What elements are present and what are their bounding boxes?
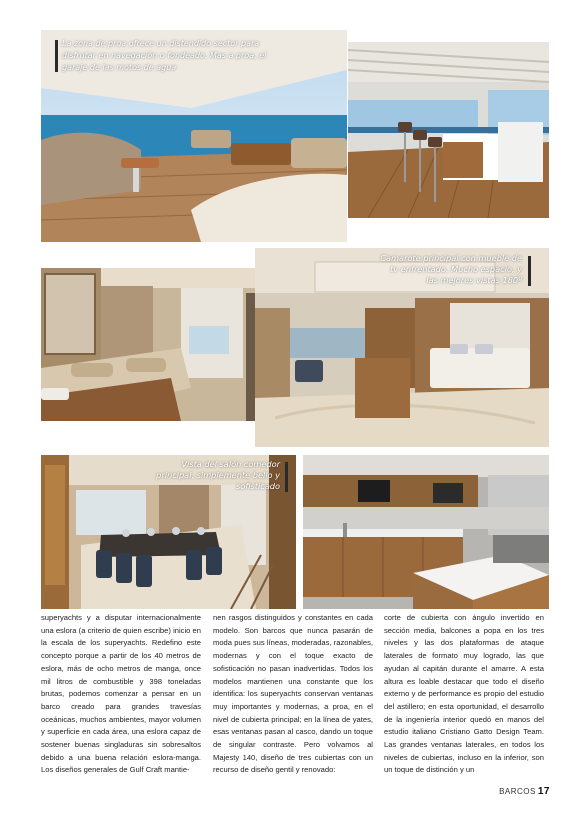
caption-bar-salon <box>285 462 288 492</box>
caption-bar-deck <box>55 40 58 72</box>
caption-bar-cabin <box>528 256 531 286</box>
page-folio <box>499 786 550 797</box>
article-column-3: corte de cubierta con ángulo invertido en sección media, balcones a popa en los tres niveles y las dos plataformas de ataque laterales de formato muy logrado, las que ayudan al capitán durante el amarre. A esta altura es loable destacar que todo el diseño externo y de performance es propio del estudio del astillero; en esta oportunidad, el desarrollo de la ingeniería interior quedó en manos del estudio italiano Cristiano Gatto Design Team. Las grandes ventanas laterales, en todos los niveles de cubiertas, incluso en la inferior, son un toque de distinción y un <box>384 613 544 775</box>
photo-galley <box>303 455 549 609</box>
photo-bathroom <box>41 268 273 421</box>
caption-salon: Vista del salón comedor principal, simplemente bello y sofisticado <box>156 459 280 491</box>
caption-deck: La zona de proa ofrece un distendido sector para disfrutar en navegación o fondeado. Mas a proa, el garaje de las motos de agua <box>62 39 267 72</box>
page-number: 17 <box>537 786 550 797</box>
photo-upper-deck-bar <box>348 42 549 218</box>
article-column-2: nen rasgos distinguidos y constantes en cada modelo. Son barcos que nunca pasarán de moda pues sus líneas, moderadas, razonables, modernas y con el toque exacto de sofisticación no pasan inadvertidas. Todos los modelos mantienen una constante que los identifica: los superyachts conservan ventanas muy importantes y modernas, a proa, en el nivel de cubierta principal; en la línea de yates, esas ventanas pasan al casco, dando un toque de singular contraste. Pero volvamos al Majesty 140, diseño de tres cubiertas con un recurso de diseño gentil y renovado: <box>213 613 373 775</box>
article-column-1: superyachts y a disputar internacionalmente una eslora (a criterio de quien escribe) inicio en la escala de los superyachts. Redefino este concepto porque a partir de los 40 metros de eslora, más de ocho metros de manga, once mil litros de combustible y 398 toneladas brutas, podemos comenzar a pensar en un barco creado para grandes travesías oceánicas, muchos ambientes, mayor volumen y superficie en cada área, una eslora capaz de sostener buenas singladuras sin sobresaltos debido a una buena relación eslora-manga. Los diseños generales de Gulf Craft mantie- <box>41 613 201 775</box>
caption-cabin: Camarote principal con mueble de tv enfrentado. Mucho espacio, y las mejores vistas 180º <box>380 253 522 285</box>
magazine-name: BARCOS <box>499 787 536 796</box>
